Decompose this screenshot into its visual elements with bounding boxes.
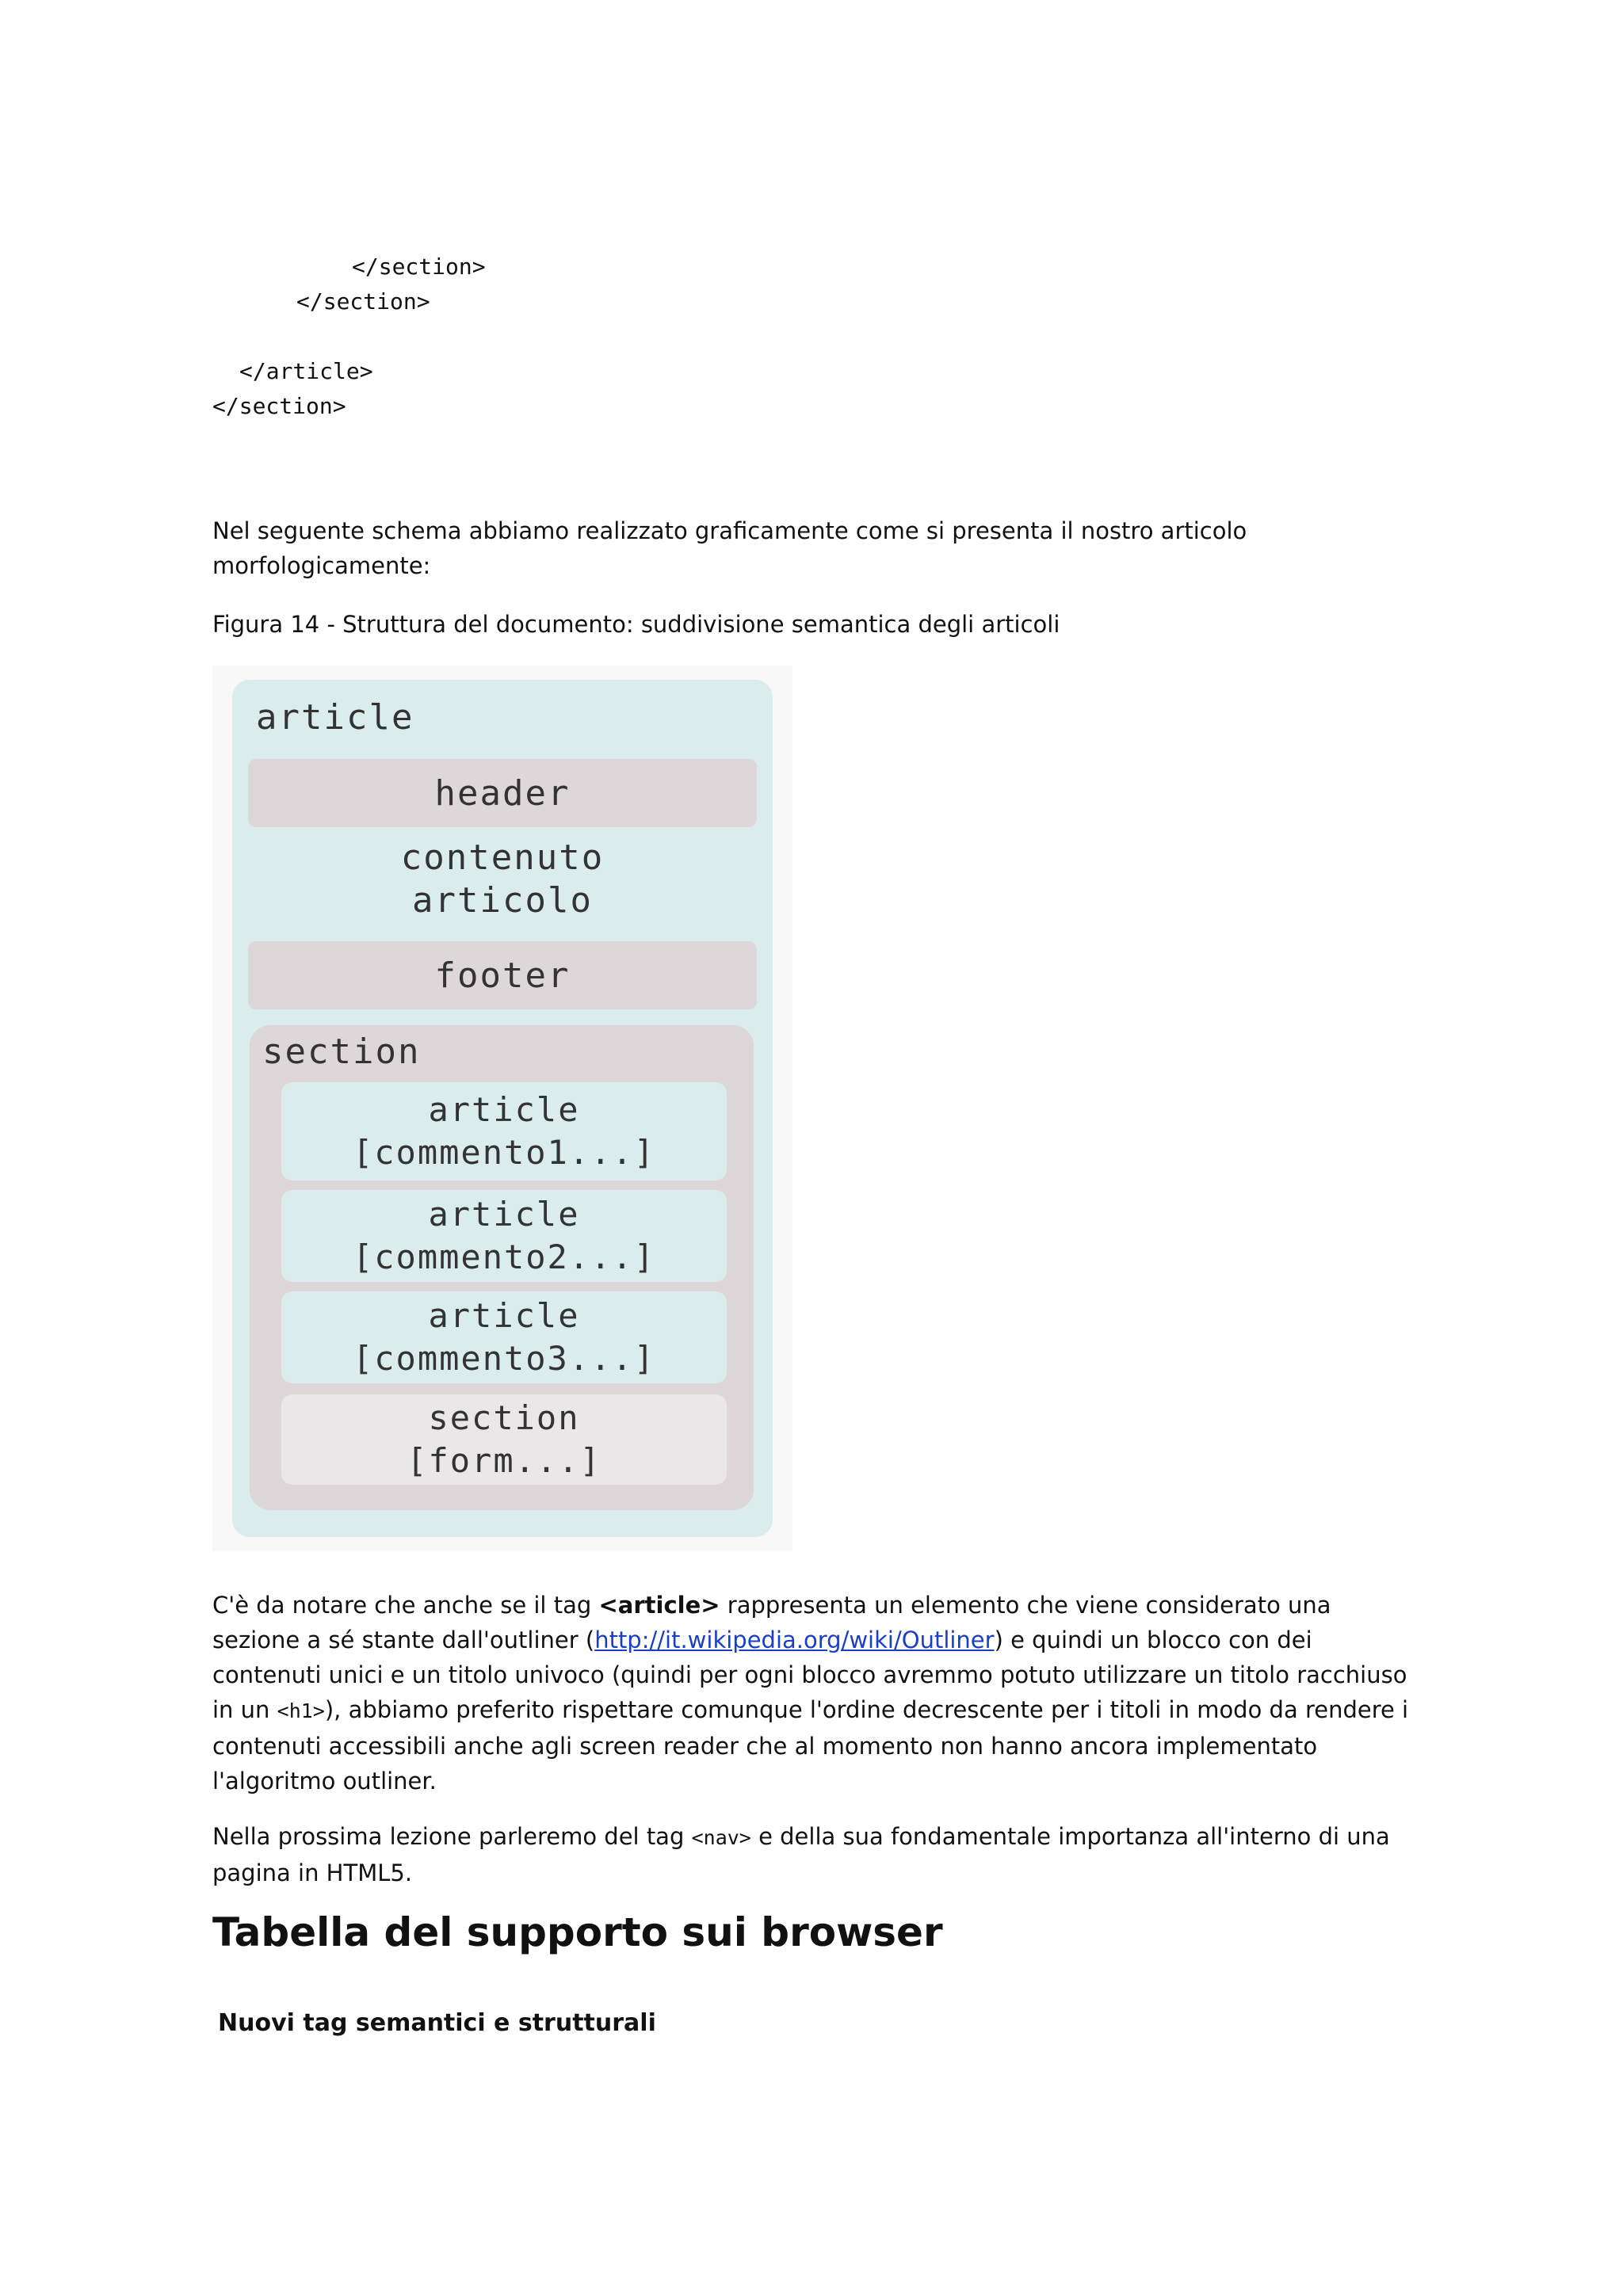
- figure-article-label: article: [256, 697, 414, 738]
- intro-paragraph: Nel seguente schema abbiamo realizzato graficamente come si presenta il nostro articolo morfologicamente:: [212, 517, 1247, 579]
- figure-header-label: header: [434, 772, 571, 814]
- table-subheading: Nuovi tag semantici e strutturali: [218, 2009, 656, 2037]
- h1-tag-code: <h1>: [277, 1699, 325, 1722]
- figure-header-band: [248, 759, 757, 827]
- figure-footer-band: [248, 941, 757, 1009]
- figure-caption: Figura 14 - Struttura del documento: suddivisione semantica degli articoli: [212, 611, 1060, 638]
- figure-section-box: [250, 1025, 754, 1510]
- figure-content-line2: articolo: [412, 880, 593, 921]
- figure-comment-3-line1: article: [428, 1296, 580, 1335]
- code-line-2: </section>: [296, 288, 430, 315]
- code-line-4: </section>: [212, 393, 346, 419]
- paragraph-nav: [212, 1819, 1417, 1890]
- figure-comment-1-line2: [commento1...]: [352, 1133, 655, 1172]
- outliner-link[interactable]: http://it.wikipedia.org/wiki/Outliner: [594, 1627, 995, 1653]
- figure-comment-2-line1: article: [428, 1195, 580, 1234]
- nav-tag-code: <nav>: [691, 1826, 751, 1849]
- paragraph-outliner: [212, 1588, 1417, 1798]
- figure-comment-3-line2: [commento3...]: [352, 1339, 655, 1378]
- figure-content-label: [232, 837, 773, 922]
- figure-comment-2-line2: [commento2...]: [352, 1238, 655, 1276]
- paragraph-outliner-part3: ) e quindi un blocco con dei contenuti unici e un titolo univoco (quindi per ogni blocco avremmo potuto utilizzare un titolo racchiuso in un: [212, 1627, 1407, 1723]
- code-line-3: </article>: [239, 358, 373, 384]
- code-line-1: </section>: [352, 254, 486, 280]
- figure-comment-box-2: [281, 1190, 727, 1282]
- figure-form-line1: section: [428, 1398, 580, 1437]
- paragraph-outliner-part1: C'è da notare che anche se il tag: [212, 1592, 599, 1619]
- figure-form-line2: [form...]: [407, 1441, 601, 1480]
- section-heading: Tabella del supporto sui browser: [212, 1909, 943, 1955]
- figure-comment-box-1: [281, 1082, 727, 1180]
- paragraph-nav-part2: e della sua fondamentale importanza all'interno di una pagina in HTML5.: [212, 1823, 1390, 1886]
- structure-figure: [212, 666, 792, 1551]
- figure-form-section-box: [281, 1394, 727, 1485]
- figure-article-box: [232, 680, 773, 1537]
- figure-section-label: section: [262, 1032, 421, 1072]
- paragraph-outliner-part2: rappresenta un elemento che viene considerato una sezione a sé stante dall'outliner (: [212, 1592, 1331, 1653]
- paragraph-nav-part1: Nella prossima lezione parleremo del tag: [212, 1823, 692, 1850]
- figure-footer-label: footer: [434, 955, 571, 996]
- article-tag-bold: <article>: [598, 1592, 720, 1619]
- figure-content-line1: contenuto: [400, 837, 605, 878]
- figure-comment-box-3: [281, 1291, 727, 1383]
- figure-comment-1-line1: article: [428, 1090, 580, 1129]
- paragraph-outliner-part4: ), abbiamo preferito rispettare comunque l'ordine decrescente per i titoli in modo da rendere i contenuti accessibili anche agli screen reader che al momento non hanno ancora implementato l'algoritmo outliner.: [212, 1696, 1409, 1794]
